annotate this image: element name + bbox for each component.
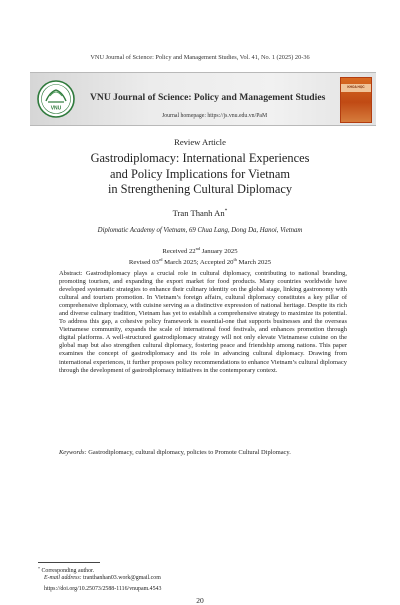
journal-banner [30, 72, 376, 126]
article-type: Review Article [174, 137, 226, 147]
footnote-divider [38, 562, 100, 563]
running-head: VNU Journal of Science: Policy and Management Studies, Vol. 41, No. 1 (2025) 20-36 [90, 54, 310, 61]
footnote-mark: * [38, 566, 40, 571]
keywords [59, 449, 347, 456]
cover-text: KHOA HỌC [347, 85, 365, 89]
page-number: 20 [196, 596, 204, 605]
title-line: Gastrodiplomacy: International Experiences [90, 151, 310, 165]
abstract: Abstract: Gastrodiplomacy plays a crucial role in cultural diplomacy, contributing to national branding, promoting tourism, and expanding the export market for food products. Many countries worldwide have developed systematic strategies to enhance their culinary identity on the global stage, linking gastronomy with cultural and tourism promotion. In Vietnam’s foreign affairs, cultural diplomacy constitutes a key pillar of comprehensive diplomacy, with cuisine serving as a distinctive expression of national heritage. Despite its rich and diverse culinary tradition, Vietnam has yet to establish a comprehensive strategy to maximize its potential. To address this gap, a cohesive policy framework is essential-one that supports businesses and the overseas Vietnamese community, expands the scale of international food festivals, and enhances promotion through digital platforms. A well-structured gastrodiplomacy strategy will not only elevate Vietnamese cuisine on the global map but also strengthen cultural diplomacy, fostering peace and friendship among nations. This paper examines the concept of gastrodiplomacy and its role in advancing cultural diplomacy. Drawing from international experiences, it further proposes policy recommendations to enhance Vietnam’s cultural diplomacy through the development of gastrodiplomacy initiatives in the contemporary context. [59, 270, 347, 374]
author [0, 208, 400, 218]
journal-cover-thumbnail [340, 77, 372, 123]
title-line: in Strengthening Cultural Diplomacy [107, 182, 293, 196]
journal-name: VNU Journal of Science: Policy and Management Studies [90, 92, 326, 103]
keywords-text: Gastrodiplomacy, cultural diplomacy, policies to Promote Cultural Diplomacy. [86, 449, 291, 456]
email-label: E-mail address: [44, 575, 82, 582]
author-mark: * [224, 208, 228, 214]
keywords-label: Keywords: [59, 449, 87, 456]
doi-link[interactable]: https://doi.org/10.25073/2588-1116/vnupam.4543 [44, 586, 162, 592]
affiliation: Diplomatic Academy of Vietnam, 69 Chua Lang, Dong Da, Hanoi, Vietnam [97, 227, 303, 234]
vnu-logo-text: VNU [50, 105, 62, 112]
submission-dates [0, 245, 400, 268]
journal-homepage[interactable]: Journal homepage: https://js.vnu.edu.vn/PaM [162, 113, 268, 119]
author-name: Tran Thanh An [172, 208, 225, 218]
vnu-emblem-icon [34, 76, 78, 122]
article-title [60, 151, 340, 198]
corresponding-label: Corresponding author. [40, 568, 95, 574]
title-line: and Policy Implications for Vietnam [109, 166, 291, 181]
received-date: Received 22nd January 2025 [162, 246, 238, 255]
email-address[interactable]: tranthanhan03.work@gmail.com [81, 575, 161, 582]
corresponding-author-footnote [38, 565, 161, 582]
revised-accepted-date: Revised 03rd March 2025; Accepted 20th March 2025 [128, 257, 272, 267]
